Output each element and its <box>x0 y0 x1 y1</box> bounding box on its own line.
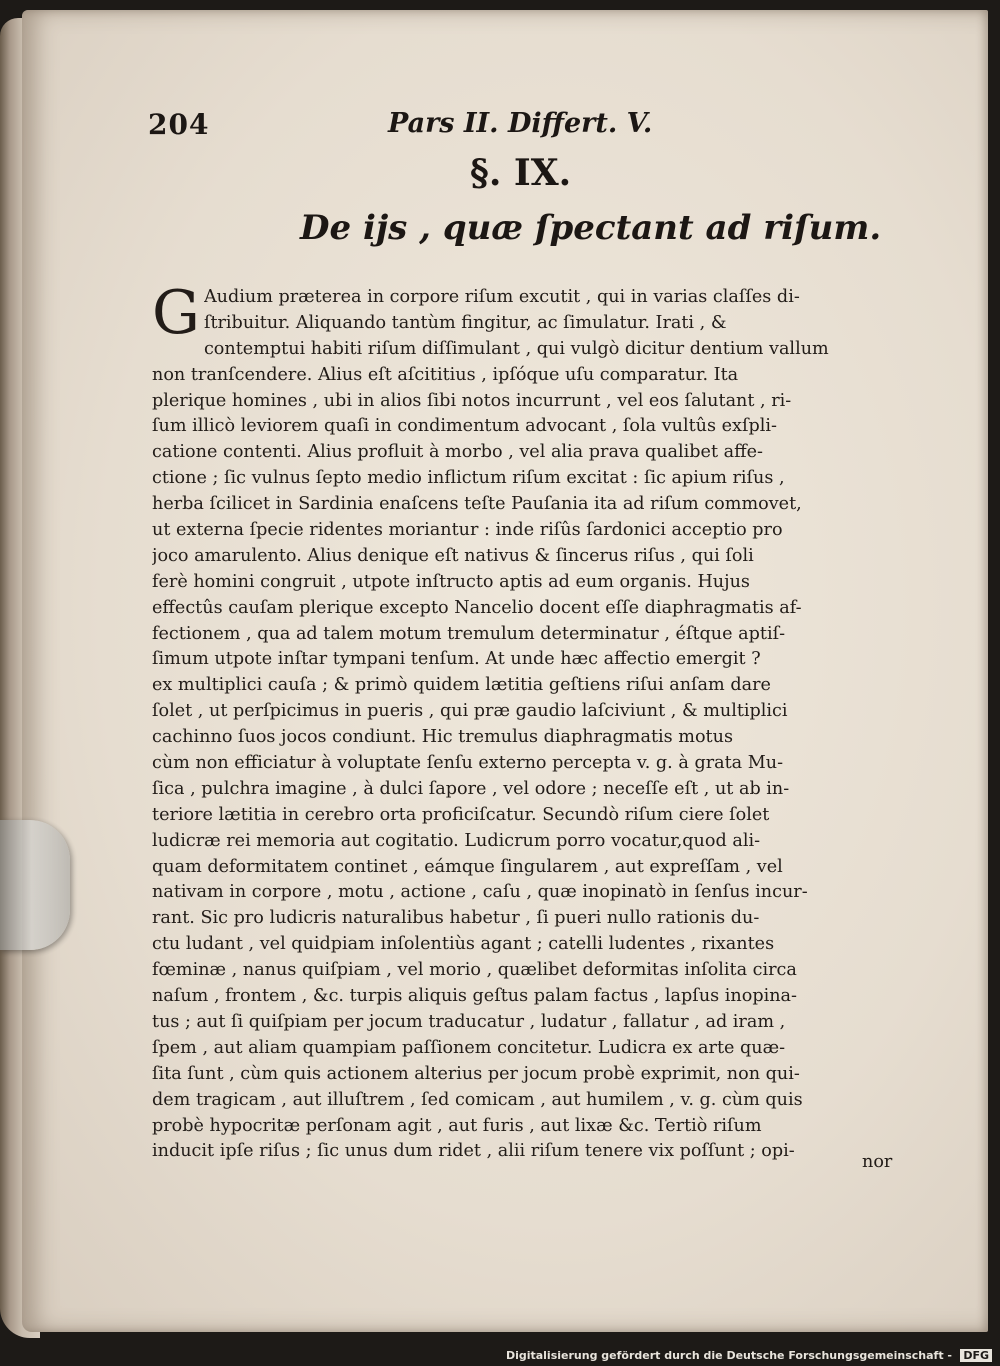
text-line: effectûs cauſam plerique excepto Nancelio docent eſſe diaphragmatis af- <box>152 597 802 618</box>
text-line: contemptui habiti riſum diſſimulant , qui vulgò dicitur dentium vallum <box>203 338 829 359</box>
text-line: ſica , pulchra imagine , à dulci ſapore , vel odore ; neceſſe eſt , ut ab in- <box>152 778 790 799</box>
text-line: ferè homini congruit , utpote inſtructo aptis ad eum organis. Hujus <box>152 571 750 592</box>
body-text <box>152 278 924 1165</box>
text-line: probè hypocritæ perſonam agit , aut furis , aut lixæ &c. Tertiò riſum <box>152 1115 762 1136</box>
text-line: joco amarulento. Alius denique eſt nativus & ſincerus riſus , qui ſoli <box>152 545 754 566</box>
text-line: inducit ipſe riſus ; ſic unus dum ridet , alii riſum tenere vix poſſunt ; opi- <box>152 1141 795 1162</box>
page-clip <box>0 820 70 950</box>
text-line: quam deformitatem continet , eámque ſingularem , aut expreſſam , vel <box>152 856 783 877</box>
text-line: ctu ludant , vel quidpiam inſolentiùs agant ; catelli ludentes , rixantes <box>152 934 775 955</box>
text-line: cachinno ſuos jocos condiunt. Hic tremulus diaphragmatis motus <box>152 727 733 748</box>
text-line: nativam in corpore , motu , actione , caſu , quæ inopinatò in ſenſus incur- <box>152 882 808 903</box>
text-line: ſum illicò leviorem quaſi in condimentum advocant , ſola vultûs exſpli- <box>152 416 777 437</box>
page-number: 204 <box>148 108 210 141</box>
section-number: §. IX. <box>470 152 572 194</box>
text-line: dem tragicam , aut illuſtrem , ſed comicam , aut humilem , v. g. cùm quis <box>152 1089 803 1110</box>
text-line: ſimum utpote inſtar tympani tenſum. At unde hæc affectio emergit ? <box>152 649 761 670</box>
text-line: fœminæ , nanus quiſpiam , vel morio , quælibet deformitas inſolita circa <box>152 960 797 981</box>
text-line: ſolet , ut perſpicimus in pueris , qui præ gaudio laſciviunt , & multiplici <box>152 701 788 722</box>
text-line: Audium præterea in corpore riſum excutit , qui in varias claſſes di- <box>203 287 800 307</box>
text-line: ſtribuitur. Aliquando tantùm fingitur, ac ſimulatur. Irati , & <box>203 312 727 333</box>
catchword: nor <box>862 1152 893 1172</box>
section-title: De ijs , quæ ſpectant ad riſum. <box>300 208 882 248</box>
text-line: plerique homines , ubi in alios ſibi notos incurrunt , vel eos ſalutant , ri- <box>152 390 792 411</box>
text-line: ex multiplici cauſa ; & primò quidem lætitia geſtiens riſui anſam dare <box>152 675 771 696</box>
drop-cap: G <box>152 278 200 348</box>
page-header <box>148 108 668 144</box>
text-line: ut externa ſpecie ridentes moriantur : inde riſûs ſardonici acceptio pro <box>152 520 783 541</box>
text-line: fectionem , qua ad talem motum tremulum determinatur , éſtque aptiſ- <box>152 623 786 644</box>
text-line: rant. Sic pro ludicris naturalibus habetur , ſi pueri nullo rationis du- <box>152 908 760 929</box>
text-line: naſum , frontem , &c. turpis aliquis geſtus palam factus , lapſus inopina- <box>152 986 797 1007</box>
text-line: teriore lætitia in cerebro orta proficiſcatur. Secundò riſum ciere ſolet <box>152 804 770 825</box>
text-line: tus ; aut ſi quiſpiam per jocum traducatur , ludatur , fallatur , ad iram , <box>152 1011 786 1032</box>
text-line: cùm non efficiatur à voluptate ſenſu externo percepta v. g. à grata Mu- <box>152 753 784 774</box>
text-line: herba ſcilicet in Sardinia enaſcens teſte Pauſania ita ad riſum commovet, <box>152 494 802 515</box>
text-line: ludicræ rei memoria aut cogitatio. Ludicrum porro vocatur,quod ali- <box>152 830 761 851</box>
text-line: ctione ; ſic vulnus ſepto medio inflictum riſum excitat : ſic apium riſus , <box>152 468 785 489</box>
text-line: catione contenti. Alius profluit à morbo , vel alia prava qualibet affe- <box>152 442 763 463</box>
text-line: non tranſcendere. Alius eſt aſcititius , ipſóque uſu comparatur. Ita <box>152 364 739 385</box>
running-head: Pars II. Differt. V. <box>388 108 653 139</box>
text-line: ſita ſunt , cùm quis actionem alterius per jocum probè exprimit, non qui- <box>152 1063 800 1084</box>
text-line: ſpem , aut aliam quampiam paſſionem concitetur. Ludicra ex arte quæ- <box>152 1037 786 1058</box>
digitization-note: Digitalisierung gefördert durch die Deutsche Forschungsgemeinschaft - <box>505 1349 952 1362</box>
dfg-logo: DFG <box>960 1349 992 1362</box>
